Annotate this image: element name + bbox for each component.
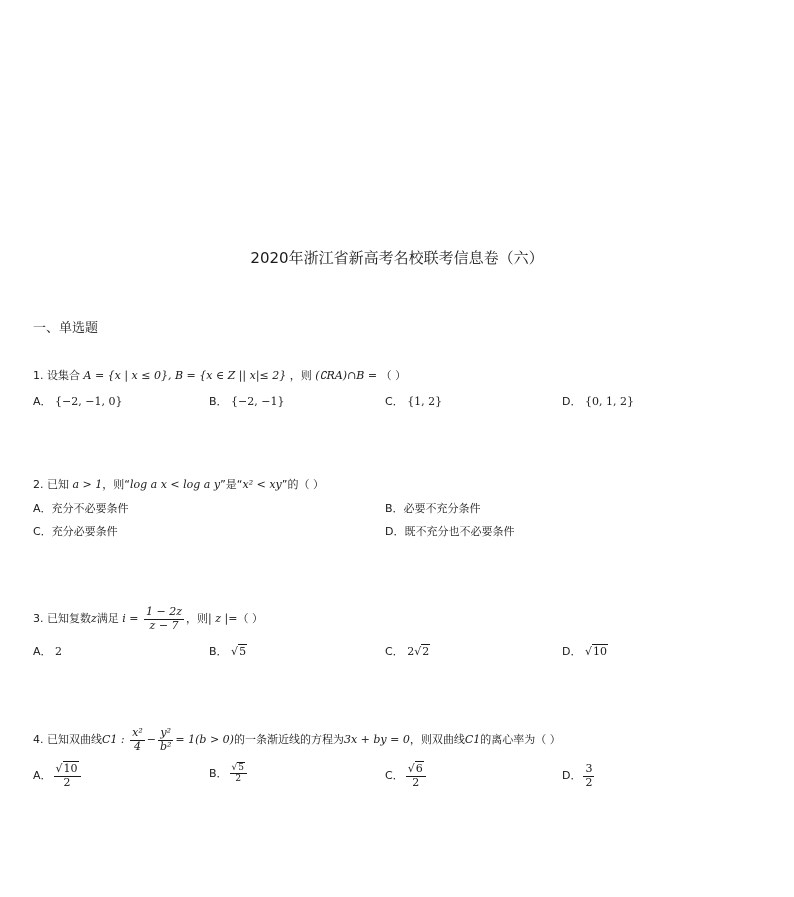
- q4-option-a[interactable]: [33, 763, 83, 789]
- sqrt-expression: √10: [584, 645, 607, 658]
- option-label: D．: [562, 645, 582, 658]
- q3-option-a[interactable]: [33, 643, 62, 659]
- sqrt-expression: √2: [414, 645, 430, 658]
- q1-option-c[interactable]: [385, 393, 442, 409]
- fraction-numerator: √5: [230, 763, 247, 774]
- option-label: C．: [385, 645, 404, 658]
- q1-sets: A = {x | x ≤ 0}, B = {x ∈ Z || x|≤ 2}: [83, 369, 287, 382]
- radicand: 10: [63, 762, 78, 775]
- option-label: B．: [209, 395, 228, 408]
- q3-prefix: 3. 已知复数: [33, 612, 91, 626]
- question-3: [33, 606, 263, 632]
- q1-suffix: （ ）: [380, 369, 407, 382]
- radicand: 10: [593, 645, 607, 658]
- option-label: B．: [209, 766, 228, 780]
- option-fraction: [54, 763, 81, 789]
- q4-mid: 的一条渐近线的方程为: [233, 733, 344, 747]
- q2-expression-1: log a x < log a y: [129, 478, 221, 491]
- option-text: 充分不必要条件: [51, 502, 129, 515]
- q3-mid2: ，则: [186, 612, 209, 626]
- option-text: {0, 1, 2}: [584, 395, 634, 408]
- q1-option-d[interactable]: [562, 393, 634, 409]
- q1-expression: (∁RA)∩B =: [315, 369, 378, 382]
- q3-suffix: （ ）: [237, 612, 263, 626]
- q4-fraction-2: [158, 727, 173, 753]
- q4-mid2: ，则双曲线: [409, 733, 465, 747]
- q3-abs: | z |=: [208, 612, 238, 626]
- option-label: B．: [209, 645, 228, 658]
- q1-option-a[interactable]: [33, 393, 122, 409]
- q2-suffix: ”的（ ）: [281, 478, 324, 491]
- option-label: B．: [385, 502, 404, 515]
- q3-fraction: [144, 606, 184, 632]
- question-2: [33, 479, 324, 490]
- fraction-denominator: z − 7: [149, 618, 179, 632]
- fraction-numerator: √6: [406, 763, 426, 777]
- coefficient: 2: [407, 645, 415, 658]
- option-text: 必要不充分条件: [403, 502, 481, 515]
- fraction-denominator: 4: [133, 739, 141, 753]
- radicand: 2: [422, 645, 430, 658]
- q3-option-b[interactable]: [209, 643, 247, 659]
- option-label: D．: [562, 395, 582, 408]
- q4-option-d[interactable]: [562, 763, 596, 789]
- option-text: 2: [55, 645, 63, 658]
- q1-option-b[interactable]: [209, 393, 284, 409]
- q1-mid: ，则: [289, 369, 312, 382]
- section-heading: 一、单选题: [33, 321, 99, 336]
- q4-fraction-1: [130, 727, 145, 753]
- option-fraction: [583, 763, 594, 789]
- option-label: A．: [33, 645, 52, 658]
- option-text: 既不充分也不必要条件: [404, 525, 515, 538]
- q4-line: 3x + by = 0: [343, 733, 410, 747]
- option-text: {−2, −1, 0}: [55, 395, 123, 408]
- fraction-denominator: 2: [63, 775, 71, 789]
- q3-lhs: i =: [122, 612, 139, 626]
- radicand: 6: [415, 762, 423, 775]
- option-label: A．: [33, 769, 52, 783]
- q4-curve-2: C1: [464, 733, 481, 747]
- q2-prefix: 2. 已知: [33, 478, 69, 491]
- q4-suffix: 的离心率为（ ）: [480, 733, 561, 747]
- fraction-numerator: 3: [585, 762, 593, 775]
- fraction-denominator: 2: [235, 774, 242, 785]
- q2-mid1: ，则“: [102, 478, 130, 491]
- option-label: C．: [385, 395, 404, 408]
- option-label: D．: [562, 769, 582, 783]
- option-label: A．: [33, 502, 52, 515]
- question-4: [33, 727, 561, 753]
- q2-option-b[interactable]: [385, 500, 481, 516]
- q4-minus: −: [146, 733, 156, 747]
- q3-mid: 满足: [96, 612, 119, 626]
- option-label: D．: [385, 525, 405, 538]
- option-label: C．: [385, 769, 404, 783]
- q2-option-a[interactable]: [33, 500, 129, 516]
- fraction-denominator: b²: [159, 739, 172, 753]
- fraction-numerator: x²: [132, 726, 143, 739]
- q3-variable: z: [91, 612, 97, 626]
- q2-option-c[interactable]: [33, 523, 118, 539]
- radicand: 5: [238, 763, 245, 773]
- option-label: A．: [33, 395, 52, 408]
- q2-option-d[interactable]: [385, 523, 514, 539]
- q4-equation-rhs: = 1(b > 0): [175, 733, 234, 747]
- question-1: [33, 370, 406, 381]
- option-text: 充分必要条件: [51, 525, 118, 538]
- q2-condition: a > 1: [72, 478, 103, 491]
- fraction-denominator: 2: [412, 775, 420, 789]
- q1-prefix: 1. 设集合: [33, 369, 80, 382]
- q2-mid2: ”是“: [220, 478, 243, 491]
- option-fraction: [406, 763, 426, 789]
- q2-expression-2: x² < xy: [242, 478, 282, 491]
- option-fraction: [230, 763, 247, 785]
- option-label: C．: [33, 525, 52, 538]
- q4-option-c[interactable]: [385, 763, 428, 789]
- q3-option-c[interactable]: [385, 643, 430, 659]
- sqrt-expression: √5: [231, 645, 247, 658]
- fraction-numerator: √10: [54, 763, 81, 777]
- q4-prefix: 4. 已知双曲线: [33, 733, 102, 747]
- fraction-numerator: y²: [158, 727, 173, 741]
- q3-option-d[interactable]: [562, 643, 608, 659]
- q4-curve: C1 :: [102, 733, 125, 747]
- fraction-denominator: 2: [585, 775, 593, 789]
- option-text: {−2, −1}: [231, 395, 285, 408]
- fraction-numerator: 1 − 2z: [146, 605, 183, 618]
- page-title: 2020年浙江省新高考名校联考信息卷（六）: [250, 249, 544, 267]
- radicand: 5: [239, 645, 247, 658]
- q4-option-b[interactable]: [209, 763, 249, 785]
- option-text: {1, 2}: [407, 395, 443, 408]
